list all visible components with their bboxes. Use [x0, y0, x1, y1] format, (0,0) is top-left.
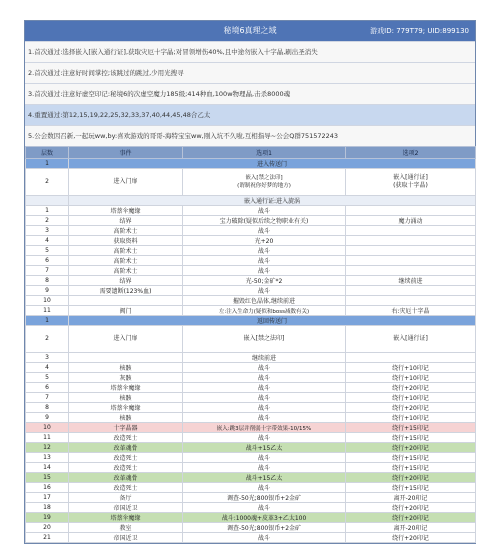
- table-cell: 15: [26, 473, 69, 483]
- table-cell: 十字晶器: [69, 423, 183, 433]
- table-cell: 战斗: [183, 463, 346, 473]
- table-cell: 5: [26, 373, 69, 383]
- table-header-row: [26, 147, 476, 159]
- table-row: [26, 503, 476, 513]
- notice-line: 4.重置通过:第12,15,19,22,25,32,33,37,40,44,45,48合乙太: [25, 104, 475, 125]
- table-cell: 战斗: [183, 453, 346, 463]
- table-cell: 绕行+15印记: [346, 423, 476, 433]
- table-cell: 结界: [69, 216, 183, 226]
- table-row: [26, 453, 476, 463]
- table-cell: 左:注入生命力(疑似和boss减数有关): [183, 306, 346, 316]
- table-cell: 战斗: [183, 383, 346, 393]
- table-cell: 10: [26, 296, 69, 306]
- table-cell: 战斗: [183, 533, 346, 543]
- table-cell: 13: [26, 453, 69, 463]
- table-row: [26, 473, 476, 483]
- table-row: [26, 169, 476, 196]
- table-cell: [346, 266, 476, 276]
- table-cell: 嵌入[通行证] (获取十字晶): [346, 169, 476, 196]
- table-row: [26, 236, 476, 246]
- table-cell: 战斗: [183, 433, 346, 443]
- table-cell: 18: [26, 503, 69, 513]
- table-cell: 战斗: [183, 286, 346, 296]
- table-cell: 离开-20印记: [346, 493, 476, 503]
- table-row: [26, 246, 476, 256]
- table-cell: 高阶术士: [69, 246, 183, 256]
- table-cell: 6: [26, 256, 69, 266]
- table-cell: 摧毁红色晶体,继续前进: [183, 296, 346, 306]
- table-cell: 塔萘伞魔缘: [69, 206, 183, 216]
- table-cell: 嵌入[通行证]: [346, 326, 476, 353]
- table-cell: [346, 256, 476, 266]
- table-cell: 5: [26, 246, 69, 256]
- table-cell: 调查-50光;800银币+2金矿: [183, 493, 346, 503]
- table-cell: 塔萘伞魔缘: [69, 513, 183, 523]
- table-cell: 绕行+10印记: [346, 393, 476, 403]
- table-cell: 战斗: [183, 266, 346, 276]
- table-cell: 高阶术士: [69, 256, 183, 266]
- table-body: [26, 159, 476, 543]
- column-header: 选项1: [183, 147, 346, 159]
- table-row: [26, 523, 476, 533]
- table-cell: 绕行+10印记: [346, 413, 476, 423]
- table-row: [26, 216, 476, 226]
- table-cell: 塔萘伞魔缘: [69, 403, 183, 413]
- table-cell: 战斗: [183, 503, 346, 513]
- table-cell: 核骸: [69, 413, 183, 423]
- table-cell: 战斗: [183, 206, 346, 216]
- table-row: [26, 403, 476, 413]
- table-cell: 战斗: [183, 373, 346, 383]
- table-cell: 10: [26, 423, 69, 433]
- table-cell: 战斗: [183, 246, 346, 256]
- table-row: [26, 296, 476, 306]
- table-row: [26, 306, 476, 316]
- table-row: [26, 483, 476, 493]
- table-cell: 绕行+20印记: [346, 403, 476, 413]
- table-cell: 光+20: [183, 236, 346, 246]
- table-cell: 灰骸: [69, 373, 183, 383]
- table-cell: 1: [26, 206, 69, 216]
- table-cell: [346, 286, 476, 296]
- table-cell: [346, 296, 476, 306]
- table-cell: 7: [26, 266, 69, 276]
- table-row: [26, 433, 476, 443]
- table-cell: 改造死士: [69, 453, 183, 463]
- table-cell: 12: [26, 443, 69, 453]
- table-cell: 需要遗断(123%血): [69, 286, 183, 296]
- section-label: 进入传送门: [69, 159, 476, 169]
- table-cell: 3: [26, 353, 69, 363]
- table-cell: 战斗: [183, 363, 346, 373]
- table-cell: 1: [26, 159, 69, 169]
- table-cell: 绕行+15印记: [346, 463, 476, 473]
- table-row: [26, 443, 476, 453]
- table-cell: 14: [26, 463, 69, 473]
- table-cell: 改造死士: [69, 433, 183, 443]
- table-cell: 右:灾厄十字晶: [346, 306, 476, 316]
- table-row: [26, 196, 476, 206]
- table-cell: 高阶术士: [69, 226, 183, 236]
- table-cell: 宝力破除(疑似后续之物职业有关): [183, 216, 346, 226]
- table-cell: 9: [26, 413, 69, 423]
- table-row: [26, 493, 476, 503]
- table-cell: 改造死士: [69, 463, 183, 473]
- table-cell: 20: [26, 523, 69, 533]
- table-cell: [346, 206, 476, 216]
- table-row: [26, 533, 476, 543]
- table-cell: 战斗: [183, 256, 346, 266]
- table-cell: 战斗: [183, 393, 346, 403]
- table-cell: [69, 296, 183, 306]
- table-cell: 4: [26, 236, 69, 246]
- table-cell: 绕行+20印记: [346, 443, 476, 453]
- table-row: [26, 363, 476, 373]
- table-row: [26, 393, 476, 403]
- table-cell: 绕行+15印记: [346, 433, 476, 443]
- table-cell: 绕行+20印记: [346, 503, 476, 513]
- table-cell: 6: [26, 383, 69, 393]
- table-row: [26, 266, 476, 276]
- table-cell: [346, 246, 476, 256]
- table-row: [26, 373, 476, 383]
- table-cell: 结界: [69, 276, 183, 286]
- table-cell: 绕行+20印记: [346, 533, 476, 543]
- table-cell: 战斗: [183, 413, 346, 423]
- table-cell: 离开-20印记: [346, 523, 476, 533]
- table-cell: 改革魂骨: [69, 473, 183, 483]
- table-cell: 7: [26, 393, 69, 403]
- table-cell: 获取资料: [69, 236, 183, 246]
- section-label: 返回传送门: [69, 316, 476, 326]
- table-row: [26, 463, 476, 473]
- table-cell: 19: [26, 513, 69, 523]
- table-cell: [69, 353, 183, 363]
- table-cell: 光-50;金矿*2: [183, 276, 346, 286]
- table-cell: 继续前进: [183, 353, 346, 363]
- table-cell: 9: [26, 286, 69, 296]
- table-cell: 调查-50光;800银币+2金矿: [183, 523, 346, 533]
- table-cell: [346, 236, 476, 246]
- table-cell: 嵌入:跳3层并削弱十字带效果-10/15%: [183, 423, 346, 433]
- table-cell: 2: [26, 216, 69, 226]
- table-cell: 帝国近卫: [69, 533, 183, 543]
- spreadsheet: [24, 20, 476, 544]
- table-cell: 11: [26, 433, 69, 443]
- table-cell: 改革魂骨: [69, 443, 183, 453]
- table-cell: 魔力涌动: [346, 216, 476, 226]
- table-cell: 核骸: [69, 393, 183, 403]
- table-cell: 8: [26, 276, 69, 286]
- table-row: [26, 383, 476, 393]
- table-cell: 战斗+15乙太: [183, 473, 346, 483]
- notice-line: 1.首次通过:选择嵌入[嵌入通行证],获取灾厄十字晶;对冒领增伤40%,且中途勿嵌入十字晶,刷出圣消失: [25, 41, 475, 62]
- table-row: [26, 276, 476, 286]
- column-header: 事件: [69, 147, 183, 159]
- table-cell: 备厅: [69, 493, 183, 503]
- table-cell: 绕行+20印记: [346, 473, 476, 483]
- table-cell: 21: [26, 533, 69, 543]
- table-cell: 改造死士: [69, 483, 183, 493]
- table-cell: 继续前进: [346, 276, 476, 286]
- table-cell: 绕行+20印记: [346, 383, 476, 393]
- table-cell: 阀门: [69, 306, 183, 316]
- table-cell: [26, 196, 69, 206]
- game-id-label: 游戏ID: 779T79; UID:899130: [370, 27, 469, 35]
- column-header: 选项2: [346, 147, 476, 159]
- table-cell: 战斗: [183, 403, 346, 413]
- table-cell: 嵌入[禁之法印] (谓制祝你好梦的地方): [183, 169, 346, 196]
- table-cell: 1: [26, 316, 69, 326]
- table-row: [26, 513, 476, 523]
- table-cell: 8: [26, 403, 69, 413]
- table-cell: [346, 226, 476, 236]
- table-row: [26, 226, 476, 236]
- table-cell: [346, 353, 476, 363]
- notice-line: 2.首次通过:注意好时间掌控;该跳过的跳过,少用光搜寻: [25, 62, 475, 83]
- table-cell: 绕行+15印记: [346, 483, 476, 493]
- table-cell: 教室: [69, 523, 183, 533]
- floor-table: [25, 146, 476, 543]
- table-cell: 进入门扉: [69, 326, 183, 353]
- table-cell: 绕行+15印记: [346, 453, 476, 463]
- page-title: 秘境6真理之域: [223, 26, 277, 35]
- table-cell: 帝国近卫: [69, 503, 183, 513]
- table-cell: 战斗: [183, 226, 346, 236]
- table-row: [26, 413, 476, 423]
- table-cell: 战斗:1000魂+皮革3+乙太100: [183, 513, 346, 523]
- table-row: [26, 159, 476, 169]
- table-row: [26, 423, 476, 433]
- table-row: [26, 353, 476, 363]
- table-cell: 绕行+20印记: [346, 513, 476, 523]
- column-header: 层数: [26, 147, 69, 159]
- title-bar: [25, 21, 475, 41]
- table-cell: 2: [26, 326, 69, 353]
- table-cell: 16: [26, 483, 69, 493]
- notice-list: [25, 41, 475, 146]
- table-cell: 战斗: [183, 483, 346, 493]
- table-cell: 3: [26, 226, 69, 236]
- table-row: [26, 256, 476, 266]
- table-cell: 高阶术士: [69, 266, 183, 276]
- table-cell: 4: [26, 363, 69, 373]
- table-row: [26, 326, 476, 353]
- notice-line: 3.首次通过:注意好虚空印记:秘境6的次虚空魔力185级;414种血,100w物理晶,击杀8000魂: [25, 83, 475, 104]
- section-label: 嵌入通行证:进入旋涡: [69, 196, 476, 206]
- table-cell: 核骸: [69, 363, 183, 373]
- table-row: [26, 206, 476, 216]
- table-cell: 2: [26, 169, 69, 196]
- table-row: [26, 286, 476, 296]
- table-cell: 战斗+15乙太: [183, 443, 346, 453]
- table-cell: 11: [26, 306, 69, 316]
- table-cell: 绕行+10印记: [346, 363, 476, 373]
- table-cell: 嵌入[禁之法印]: [183, 326, 346, 353]
- table-cell: 进入门扉: [69, 169, 183, 196]
- table-cell: 塔萘伞魔缘: [69, 383, 183, 393]
- notice-line: 5.公会数因召新,一起玩ww,by:喜欢游戏的哥哥-海特宝宝ww,刚入坑不久啦,互相指导~公会Q群751572243: [25, 125, 475, 146]
- table-cell: 绕行+10印记: [346, 373, 476, 383]
- table-row: [26, 316, 476, 326]
- table-cell: 17: [26, 493, 69, 503]
